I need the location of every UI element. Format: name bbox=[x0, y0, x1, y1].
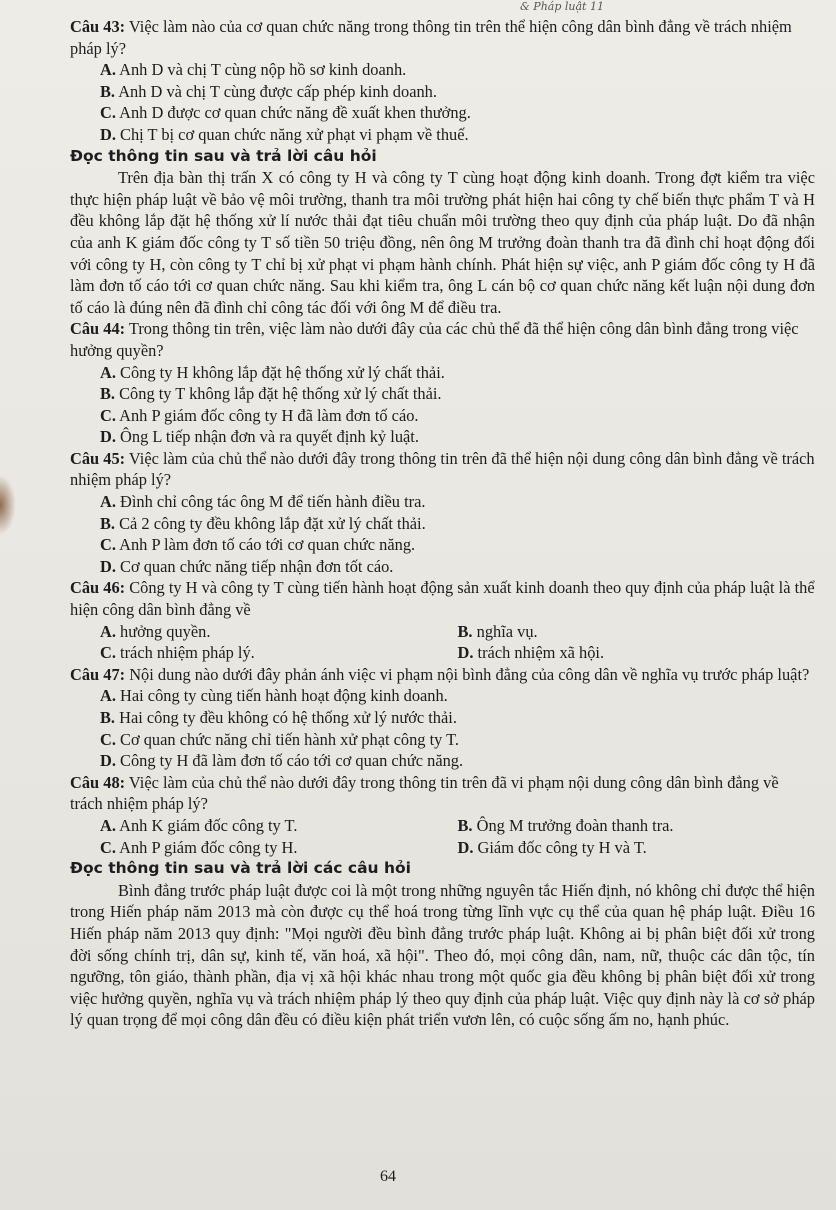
option-text: Đình chỉ công tác ông M để tiến hành điều tra. bbox=[115, 492, 426, 512]
finger-shadow bbox=[0, 475, 16, 535]
option-c bbox=[100, 729, 815, 751]
question-label: Câu 44: bbox=[70, 319, 126, 339]
question-label: Câu 46: bbox=[70, 578, 126, 598]
option-key: C. bbox=[100, 729, 116, 749]
option-key: C. bbox=[100, 837, 116, 857]
passage-1: Trên địa bàn thị trấn X có công ty H và công ty T cùng hoạt động kinh doanh. Trong đợt kiểm tra việc thực hiện pháp luật về bảo vệ môi trường, thanh tra môi trường phát hiện hai công ty chế biến thực phẩm T và H đều không lắp đặt hệ thống xử lí nước thải đạt tiêu chuẩn môi trường theo quy định của pháp luật. Do đã nhận của anh K giám đốc công ty T số tiền 50 triệu đồng, nên ông M trưởng đoàn thanh tra đã đình chỉ hoạt động đối với công ty H, còn công ty T chỉ bị xử phạt vi phạm hành chính. Phát hiện sự việc, anh P giám đốc công ty H đã làm đơn tố cáo tới cơ quan chức năng. Sau khi kiểm tra, ông L cán bộ cơ quan chức năng kết luận nội dung đơn tố cáo là đúng nên đã đình chỉ công tác đối với ông M để điều tra. bbox=[70, 168, 815, 317]
option-d bbox=[458, 837, 816, 859]
option-key: A. bbox=[100, 686, 116, 706]
option-text: Công ty H không lắp đặt hệ thống xử lý chất thải. bbox=[115, 362, 445, 382]
options-45 bbox=[70, 491, 815, 577]
option-b bbox=[100, 383, 815, 405]
option-text: Hai công ty cùng tiến hành hoạt động kinh doanh. bbox=[115, 686, 448, 706]
option-d bbox=[100, 426, 815, 448]
option-text: Anh D và chị T cùng được cấp phép kinh doanh. bbox=[115, 81, 437, 101]
option-key: D. bbox=[100, 556, 116, 576]
option-key: A. bbox=[100, 492, 116, 512]
option-text: Ông L tiếp nhận đơn và ra quyết định kỷ luật. bbox=[115, 427, 419, 447]
question-text: Nội dung nào dưới đây phản ánh việc vi phạm nội bình đẳng của công dân về nghĩa vụ trước pháp luật? bbox=[125, 664, 810, 684]
question-text: Công ty H và công ty T cùng tiến hành hoạt động sản xuất kinh doanh theo quy định của pháp luật là thể hiện công dân bình đẳng về bbox=[70, 578, 815, 620]
option-key: C. bbox=[100, 535, 116, 555]
option-key: C. bbox=[100, 405, 116, 425]
option-c bbox=[100, 837, 458, 859]
option-text: Anh P làm đơn tố cáo tới cơ quan chức năng. bbox=[115, 535, 416, 555]
question-label: Câu 45: bbox=[70, 448, 126, 468]
option-text: Hai công ty đều không có hệ thống xử lý nước thải. bbox=[115, 708, 457, 727]
passage-2: Bình đẳng trước pháp luật được coi là một trong những nguyên tắc Hiến định, nó không chỉ được thể hiện trong Hiến pháp năm 2013 mà còn được cụ thể hoá trong từng lĩnh vực cụ thể của quan hệ pháp luật. Điều 16 Hiến pháp năm 2013 quy định: "Mọi người đều bình đẳng trước pháp luật. Không ai bị phân biệt đối xử trong đời sống chính trị, dân sự, kinh tế, văn hoá, xã hội". Theo đó, mọi công dân, nam, nữ, thuộc các dân tộc, tín ngưỡng, tôn giáo, thành phần, địa vị xã hội khác nhau trong một quốc gia đều không bị phân biệt đối xử trong việc hưởng quyền, nghĩa vụ và trách nhiệm pháp lý theo quy định của pháp luật. Việc quy định này là cơ sở pháp lý quan trọng để mọi công dân đều có điều kiện phát triển vươn lên, có cuộc sống ấm no, hạnh phúc. bbox=[70, 880, 815, 1030]
option-key: D. bbox=[100, 751, 116, 771]
option-key: B. bbox=[100, 708, 116, 727]
question-43 bbox=[70, 16, 815, 59]
option-b bbox=[100, 707, 815, 729]
option-text: Công ty H đã làm đơn tố cáo tới cơ quan chức năng. bbox=[115, 751, 464, 771]
option-a bbox=[100, 362, 815, 384]
option-text: Chị T bị cơ quan chức năng xử phạt vi phạm về thuế. bbox=[115, 124, 469, 144]
options-48-row-1 bbox=[70, 815, 815, 837]
option-a bbox=[100, 621, 458, 643]
option-text: Anh D được cơ quan chức năng đề xuất khen thưởng. bbox=[115, 103, 471, 123]
question-48 bbox=[70, 772, 815, 815]
option-text: Anh D và chị T cùng nộp hồ sơ kinh doanh. bbox=[115, 60, 407, 80]
option-a bbox=[100, 815, 458, 837]
question-label: Câu 43: bbox=[70, 17, 126, 36]
options-48-row-2 bbox=[70, 837, 815, 859]
option-a bbox=[100, 491, 815, 513]
option-key: B. bbox=[100, 81, 116, 101]
question-text: Việc làm của chủ thể nào dưới đây trong thông tin trên đã vi phạm nội dung công dân bình đẳng về trách nhiệm pháp lý? bbox=[70, 772, 779, 814]
section-heading-2: Đọc thông tin sau và trả lời các câu hỏi bbox=[70, 859, 411, 878]
option-text: Cơ quan chức năng chỉ tiến hành xử phạt công ty T. bbox=[115, 729, 460, 749]
option-key: A. bbox=[100, 362, 116, 382]
option-text: Cơ quan chức năng tiếp nhận đơn tốt cáo. bbox=[115, 556, 394, 576]
option-text: Công ty T không lắp đặt hệ thống xử lý chất thải. bbox=[115, 384, 442, 404]
question-47 bbox=[70, 664, 815, 686]
option-c bbox=[100, 405, 815, 427]
options-46-row-2 bbox=[70, 642, 815, 664]
option-key: B. bbox=[457, 815, 473, 835]
option-text: nghĩa vụ. bbox=[472, 621, 538, 641]
option-text: Anh K giám đốc công ty T. bbox=[115, 815, 298, 835]
option-key: A. bbox=[100, 621, 116, 641]
option-text: trách nhiệm pháp lý. bbox=[115, 643, 255, 663]
option-key: B. bbox=[457, 621, 473, 641]
section-heading-1: Đọc thông tin sau và trả lời câu hỏi bbox=[70, 146, 377, 165]
option-text: Cả 2 công ty đều không lắp đặt xử lý chất thải. bbox=[115, 513, 426, 533]
option-key: D. bbox=[100, 124, 116, 144]
option-d bbox=[100, 124, 815, 146]
option-text: hưởng quyền. bbox=[115, 621, 211, 641]
option-c bbox=[100, 534, 815, 556]
option-text: Giám đốc công ty H và T. bbox=[473, 837, 647, 857]
option-key: B. bbox=[100, 384, 116, 404]
options-43 bbox=[70, 59, 815, 145]
options-44 bbox=[70, 362, 815, 448]
option-key: D. bbox=[457, 837, 474, 857]
option-key: C. bbox=[100, 643, 116, 663]
option-key: C. bbox=[100, 103, 116, 123]
options-46-row-1 bbox=[70, 621, 815, 643]
option-text: Anh P giám đốc công ty H đã làm đơn tố cáo. bbox=[115, 405, 419, 425]
question-44 bbox=[70, 318, 815, 361]
question-text: Việc làm nào của cơ quan chức năng trong thông tin trên thể hiện công dân bình đẳng về trách nhiệm pháp lý? bbox=[70, 17, 792, 58]
option-d bbox=[458, 642, 816, 664]
question-45 bbox=[70, 448, 815, 491]
option-text: Ông M trưởng đoàn thanh tra. bbox=[472, 815, 674, 835]
option-b bbox=[458, 815, 816, 837]
option-key: D. bbox=[457, 643, 474, 663]
option-d bbox=[100, 556, 815, 578]
option-b bbox=[100, 513, 815, 535]
option-a bbox=[100, 685, 815, 707]
question-text: Việc làm của chủ thể nào dưới đây trong thông tin trên đã thể hiện nội dung công dân bình đẳng về trách nhiệm pháp lý? bbox=[70, 448, 815, 490]
page-header: & Pháp luật 11 bbox=[520, 0, 604, 13]
option-key: A. bbox=[100, 60, 116, 80]
option-b bbox=[458, 621, 816, 643]
option-text: trách nhiệm xã hội. bbox=[473, 643, 605, 663]
option-c bbox=[100, 642, 458, 664]
question-label: Câu 48: bbox=[70, 772, 126, 792]
page-number: 64 bbox=[380, 1168, 396, 1185]
question-text: Trong thông tin trên, việc làm nào dưới đây của các chủ thể đã thể hiện công dân bình đẳng trong việc hưởng quyền? bbox=[70, 319, 799, 360]
question-label: Câu 47: bbox=[70, 664, 126, 684]
option-text: Anh P giám đốc công ty H. bbox=[115, 837, 298, 857]
option-b bbox=[100, 81, 815, 103]
option-key: A. bbox=[100, 815, 116, 835]
option-key: D. bbox=[100, 427, 116, 447]
option-d bbox=[100, 750, 815, 772]
option-a bbox=[100, 59, 815, 81]
page-content bbox=[70, 16, 815, 1031]
options-47 bbox=[70, 685, 815, 771]
option-c bbox=[100, 102, 815, 124]
option-key: B. bbox=[100, 513, 116, 533]
question-46 bbox=[70, 577, 815, 620]
